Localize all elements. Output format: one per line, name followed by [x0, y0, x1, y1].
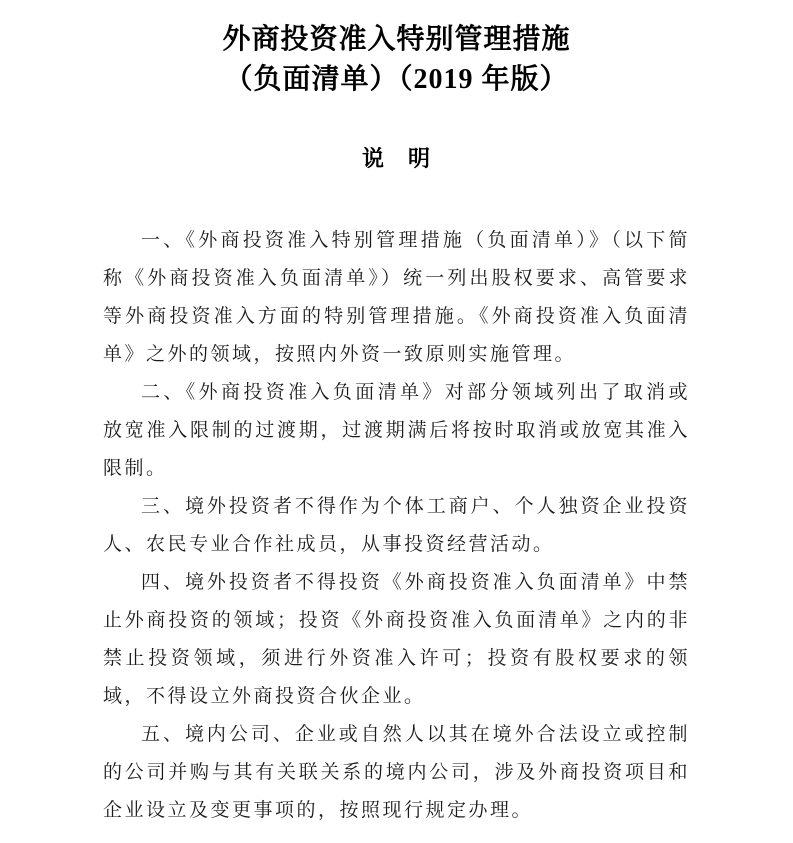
document-title: [103, 20, 690, 100]
paragraph: 四、境外投资者不得投资《外商投资准入负面清单》中禁止外商投资的领域；投资《外商投资准入负面清单》之内的非禁止投资领域，须进行外资准入许可；投资有股权要求的领域，不得设立外商投资合伙企业。: [103, 572, 690, 707]
paragraph: 三、境外投资者不得作为个体工商户、个人独资企业投资人、农民专业合作社成员，从事投资经营活动。: [103, 496, 690, 555]
document-body: [103, 222, 690, 830]
paragraph: 五、境内公司、企业或自然人以其在境外合法设立或控制的公司并购与其有关联关系的境内公司，涉及外商投资项目和企业设立及变更事项的，按照现行规定办理。: [103, 724, 690, 821]
paragraph: 一、《外商投资准入特别管理措施（负面清单）》（以下简称《外商投资准入负面清单》）统一列出股权要求、高管要求等外商投资准入方面的特别管理措施。《外商投资准入负面清单》之外的领域，按照内外资一致原则实施管理。: [103, 230, 690, 365]
document-title-line2: （负面清单）（2019 年版）: [224, 64, 569, 95]
section-heading: 说 明: [361, 146, 431, 171]
document-title-line1: 外商投资准入特别管理措施: [222, 24, 571, 55]
paragraph: 二、《外商投资准入负面清单》对部分领域列出了取消或放宽准入限制的过渡期，过渡期满后将按时取消或放宽其准入限制。: [103, 382, 690, 479]
